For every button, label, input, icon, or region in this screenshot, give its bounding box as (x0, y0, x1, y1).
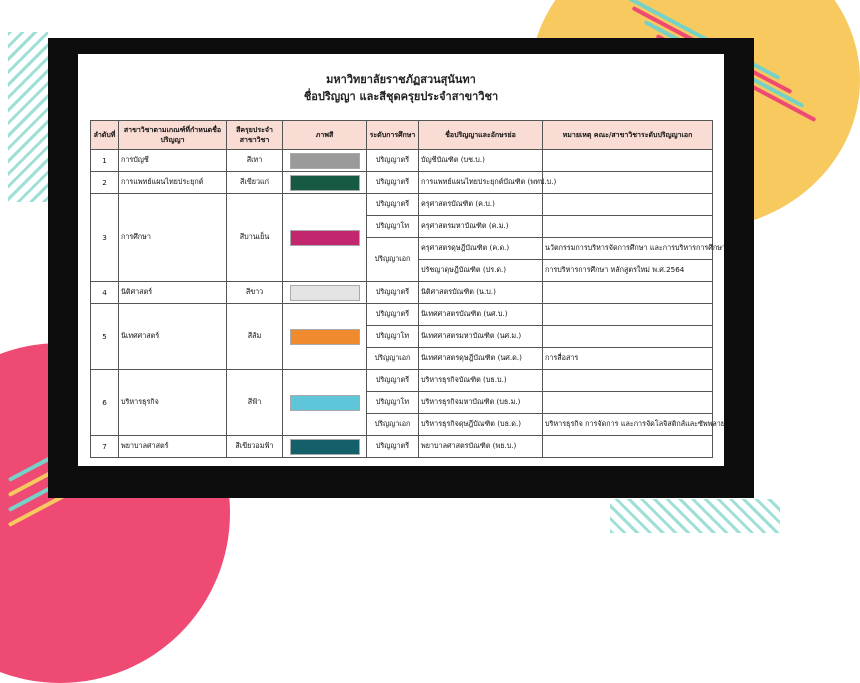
cell-degree: ครุศาสตรมหาบัณฑิต (ค.ม.) (419, 216, 543, 238)
cell-degree: ครุศาสตรดุษฎีบัณฑิต (ค.ด.) (419, 238, 543, 260)
cell-level: ปริญญาตรี (367, 304, 419, 326)
cell-field: นิติศาสตร์ (119, 282, 227, 304)
cell-no: 6 (91, 370, 119, 436)
cell-no: 2 (91, 172, 119, 194)
cell-no: 7 (91, 436, 119, 458)
header-degree: ชื่อปริญญาและอักษรย่อ (419, 121, 543, 150)
table-row (91, 150, 713, 172)
cell-remark (543, 304, 713, 326)
cell-field: พยาบาลศาสตร์ (119, 436, 227, 458)
cell-remark (543, 172, 713, 194)
table-row (91, 194, 713, 216)
gown-color-swatch (290, 395, 360, 411)
cell-degree: พยาบาลศาสตรบัณฑิต (พย.บ.) (419, 436, 543, 458)
cell-degree: ปรัชญาดุษฎีบัณฑิต (ปร.ด.) (419, 260, 543, 282)
cell-gown-color: สีส้ม (227, 304, 283, 370)
cell-level: ปริญญาตรี (367, 370, 419, 392)
cell-gown-color: สีฟ้า (227, 370, 283, 436)
cell-gown-color: สีเทา (227, 150, 283, 172)
cell-no: 4 (91, 282, 119, 304)
header-field: สาขาวิชาตามเกณฑ์ที่กำหนดชื่อปริญญา (119, 121, 227, 150)
header-remark: หมายเหตุ คณะ/สาขาวิชาระดับปริญญาเอก (543, 121, 713, 150)
cell-no: 1 (91, 150, 119, 172)
document-subtitle: ชื่อปริญญา และสีชุดครุยประจำสาขาวิชา (303, 90, 499, 103)
cell-degree: บัญชีบัณฑิต (บช.บ.) (419, 150, 543, 172)
cell-degree: นิติศาสตรบัณฑิต (น.บ.) (419, 282, 543, 304)
cell-degree: ครุศาสตรบัณฑิต (ค.บ.) (419, 194, 543, 216)
cell-remark: นวัตกรรมการบริหารจัดการศึกษา และการบริหารการศึกษา (543, 238, 713, 260)
cell-level: ปริญญาโท (367, 216, 419, 238)
chevron-pattern-left (8, 32, 48, 202)
gown-color-swatch (290, 153, 360, 169)
cell-degree: นิเทศศาสตรดุษฎีบัณฑิต (นศ.ด.) (419, 348, 543, 370)
cell-level: ปริญญาตรี (367, 172, 419, 194)
table-row (91, 282, 713, 304)
cell-gown-color: สีขาว (227, 282, 283, 304)
cell-color-swatch (283, 172, 367, 194)
document-sheet (78, 54, 724, 466)
cell-remark: บริหารธุรกิจ การจัดการ และการจัดโลจิสติกส์และซัพพลาย (543, 414, 713, 436)
university-title: มหาวิทยาลัยราชภัฏสวนสุนันทา (326, 73, 476, 86)
header-no: ลำดับที่ (91, 121, 119, 150)
gown-color-swatch (290, 230, 360, 246)
cell-gown-color: สีบานเย็น (227, 194, 283, 282)
cell-remark (543, 436, 713, 458)
cell-remark: การสื่อสาร (543, 348, 713, 370)
gown-color-swatch (290, 329, 360, 345)
cell-no: 5 (91, 304, 119, 370)
cell-remark (543, 392, 713, 414)
cell-field: นิเทศศาสตร์ (119, 304, 227, 370)
cell-field: การศึกษา (119, 194, 227, 282)
cell-level: ปริญญาโท (367, 392, 419, 414)
table-row (91, 304, 713, 326)
cell-remark (543, 194, 713, 216)
cell-remark (543, 216, 713, 238)
header-level: ระดับการศึกษา (367, 121, 419, 150)
cell-level: ปริญญาเอก (367, 348, 419, 370)
cell-level: ปริญญาตรี (367, 150, 419, 172)
cell-degree: นิเทศศาสตรมหาบัณฑิต (นศ.ม.) (419, 326, 543, 348)
cell-level: ปริญญาโท (367, 326, 419, 348)
cell-remark (543, 370, 713, 392)
cell-level: ปริญญาตรี (367, 436, 419, 458)
cell-color-swatch (283, 304, 367, 370)
cell-degree: บริหารธุรกิจมหาบัณฑิต (บธ.ม.) (419, 392, 543, 414)
cell-gown-color: สีเขียวอมฟ้า (227, 436, 283, 458)
table-row (91, 172, 713, 194)
cell-level: ปริญญาเอก (367, 238, 419, 282)
header-gown-color: สีครุยประจำสาขาวิชา (227, 121, 283, 150)
cell-field: การแพทย์แผนไทยประยุกต์ (119, 172, 227, 194)
cell-degree: บริหารธุรกิจบัณฑิต (บธ.บ.) (419, 370, 543, 392)
cell-field: บริหารธุรกิจ (119, 370, 227, 436)
cell-degree: การแพทย์แผนไทยประยุกต์บัณฑิต (พทป.บ.) (419, 172, 543, 194)
chevron-pattern-bottom-right (610, 499, 780, 533)
cell-level: ปริญญาตรี (367, 282, 419, 304)
graduation-gown-table (90, 120, 726, 458)
cell-color-swatch (283, 282, 367, 304)
cell-degree: บริหารธุรกิจดุษฎีบัณฑิต (บธ.ด.) (419, 414, 543, 436)
cell-remark (543, 150, 713, 172)
cell-remark (543, 326, 713, 348)
cell-level: ปริญญาเอก (367, 414, 419, 436)
cell-color-swatch (283, 150, 367, 172)
gown-color-swatch (290, 175, 360, 191)
cell-field: การบัญชี (119, 150, 227, 172)
cell-level: ปริญญาตรี (367, 194, 419, 216)
table-row (91, 436, 713, 458)
cell-color-swatch (283, 370, 367, 436)
cell-color-swatch (283, 436, 367, 458)
cell-no: 3 (91, 194, 119, 282)
cell-degree: นิเทศศาสตรบัณฑิต (นศ.บ.) (419, 304, 543, 326)
table-header-row (91, 121, 713, 150)
header-image: ภาพสี (283, 121, 367, 150)
cell-remark: การบริหารการศึกษา หลักสูตรใหม่ พ.ศ.2564 (543, 260, 713, 282)
table-row (91, 370, 713, 392)
cell-remark (543, 282, 713, 304)
gown-color-swatch (290, 285, 360, 301)
gown-color-swatch (290, 439, 360, 455)
cell-color-swatch (283, 194, 367, 282)
cell-gown-color: สีเขียวแก่ (227, 172, 283, 194)
